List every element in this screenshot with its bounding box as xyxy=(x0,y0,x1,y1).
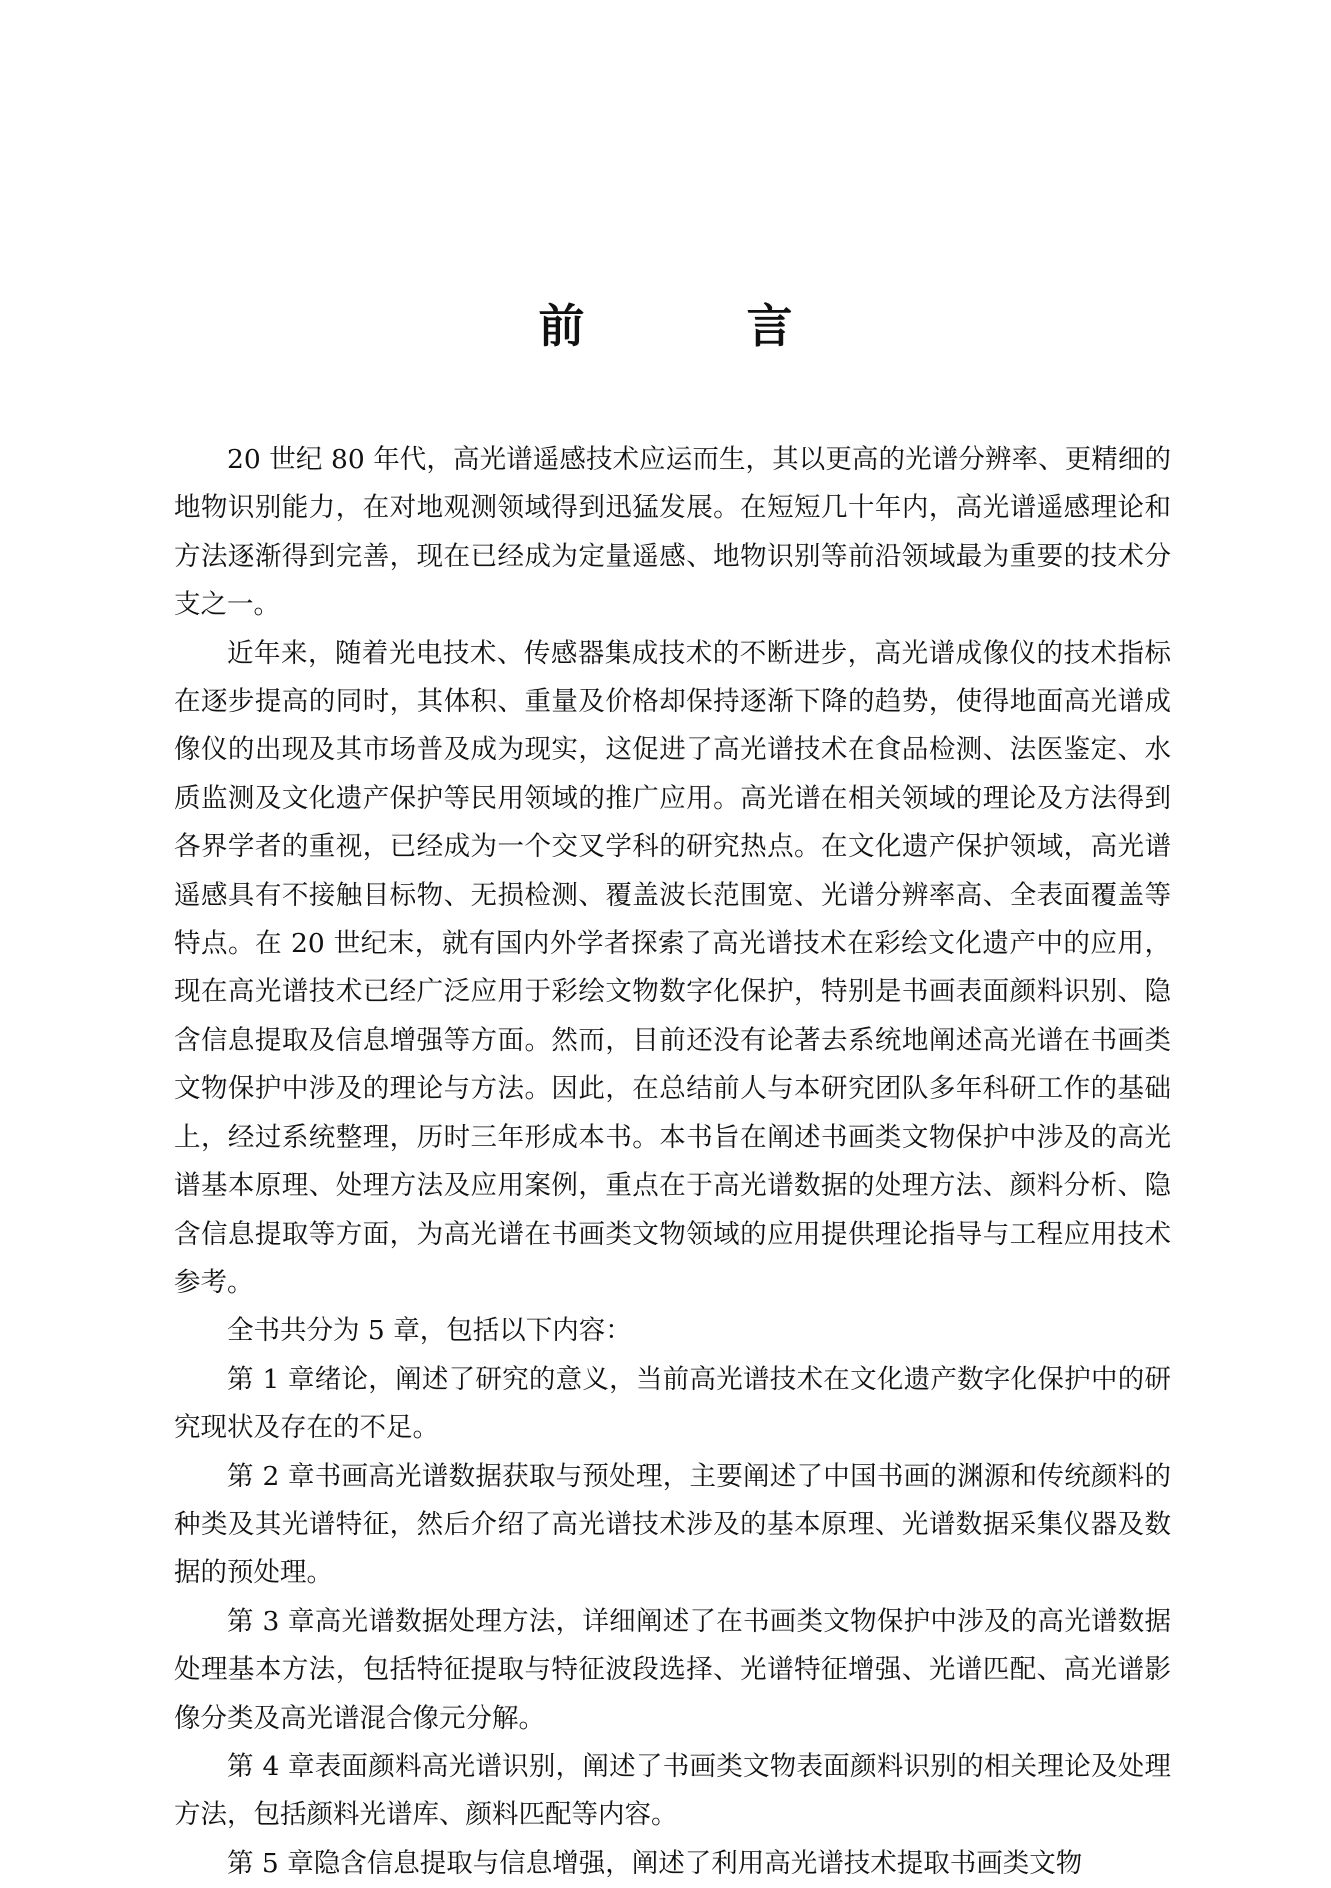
paragraph: 近年来，随着光电技术、传感器集成技术的不断进步，高光谱成像仪的技术指标在逐步提高的同时，其体积、重量及价格却保持逐渐下降的趋势，使得地面高光谱成像仪的出现及其市场普及成为现实，这促进了高光谱技术在食品检测、法医鉴定、水质监测及文化遗产保护等民用领域的推广应用。高光谱在相关领域的理论及方法得到各界学者的重视，已经成为一个交叉学科的研究热点。在文化遗产保护领域，高光谱遥感具有不接触目标物、无损检测、覆盖波长范围宽、光谱分辨率高、全表面覆盖等特点。在 20 世纪末，就有国内外学者探索了高光谱技术在彩绘文化遗产中的应用，现在高光谱技术已经广泛应用于彩绘文物数字化保护，特别是书画表面颜料识别、隐含信息提取及信息增强等方面。然而，目前还没有论著去系统地阐述高光谱在书画类文物保护中涉及的理论与方法。因此，在总结前人与本研究团队多年科研工作的基础上，经过系统整理，历时三年形成本书。本书旨在阐述书画类文物保护中涉及的高光谱基本原理、处理方法及应用案例，重点在于高光谱数据的处理方法、颜料分析、隐含信息提取等方面，为高光谱在书画类文物领域的应用提供理论指导与工程应用技术参考。 xyxy=(174,637,1171,1298)
paragraph: 全书共分为 5 章，包括以下内容： xyxy=(227,1315,632,1347)
preface-body xyxy=(174,436,1171,1888)
paragraph: 第 1 章绪论，阐述了研究的意义，当前高光谱技术在文化遗产数字化保护中的研究现状及存在的不足。 xyxy=(174,1363,1171,1444)
paragraph: 20 世纪 80 年代，高光谱遥感技术应运而生，其以更高的光谱分辨率、更精细的地物识别能力，在对地观测领域得到迅猛发展。在短短几十年内，高光谱遥感理论和方法逐渐得到完善，现在已经成为定量遥感、地物识别等前沿领域最为重要的技术分支之一。 xyxy=(174,444,1171,621)
paragraph: 第 5 章隐含信息提取与信息增强，阐述了利用高光谱技术提取书画类文物 xyxy=(227,1847,1083,1879)
paragraph: 第 2 章书画高光谱数据获取与预处理，主要阐述了中国书画的渊源和传统颜料的种类及其光谱特征，然后介绍了高光谱技术涉及的基本原理、光谱数据采集仪器及数据的预处理。 xyxy=(174,1460,1171,1589)
page-title: 前 言 xyxy=(538,299,851,353)
paragraph: 第 3 章高光谱数据处理方法，详细阐述了在书画类文物保护中涉及的高光谱数据处理基本方法，包括特征提取与特征波段选择、光谱特征增强、光谱匹配、高光谱影像分类及高光谱混合像元分解。 xyxy=(174,1605,1171,1734)
paragraph: 第 4 章表面颜料高光谱识别，阐述了书画类文物表面颜料识别的相关理论及处理方法，包括颜料光谱库、颜料匹配等内容。 xyxy=(174,1750,1171,1831)
